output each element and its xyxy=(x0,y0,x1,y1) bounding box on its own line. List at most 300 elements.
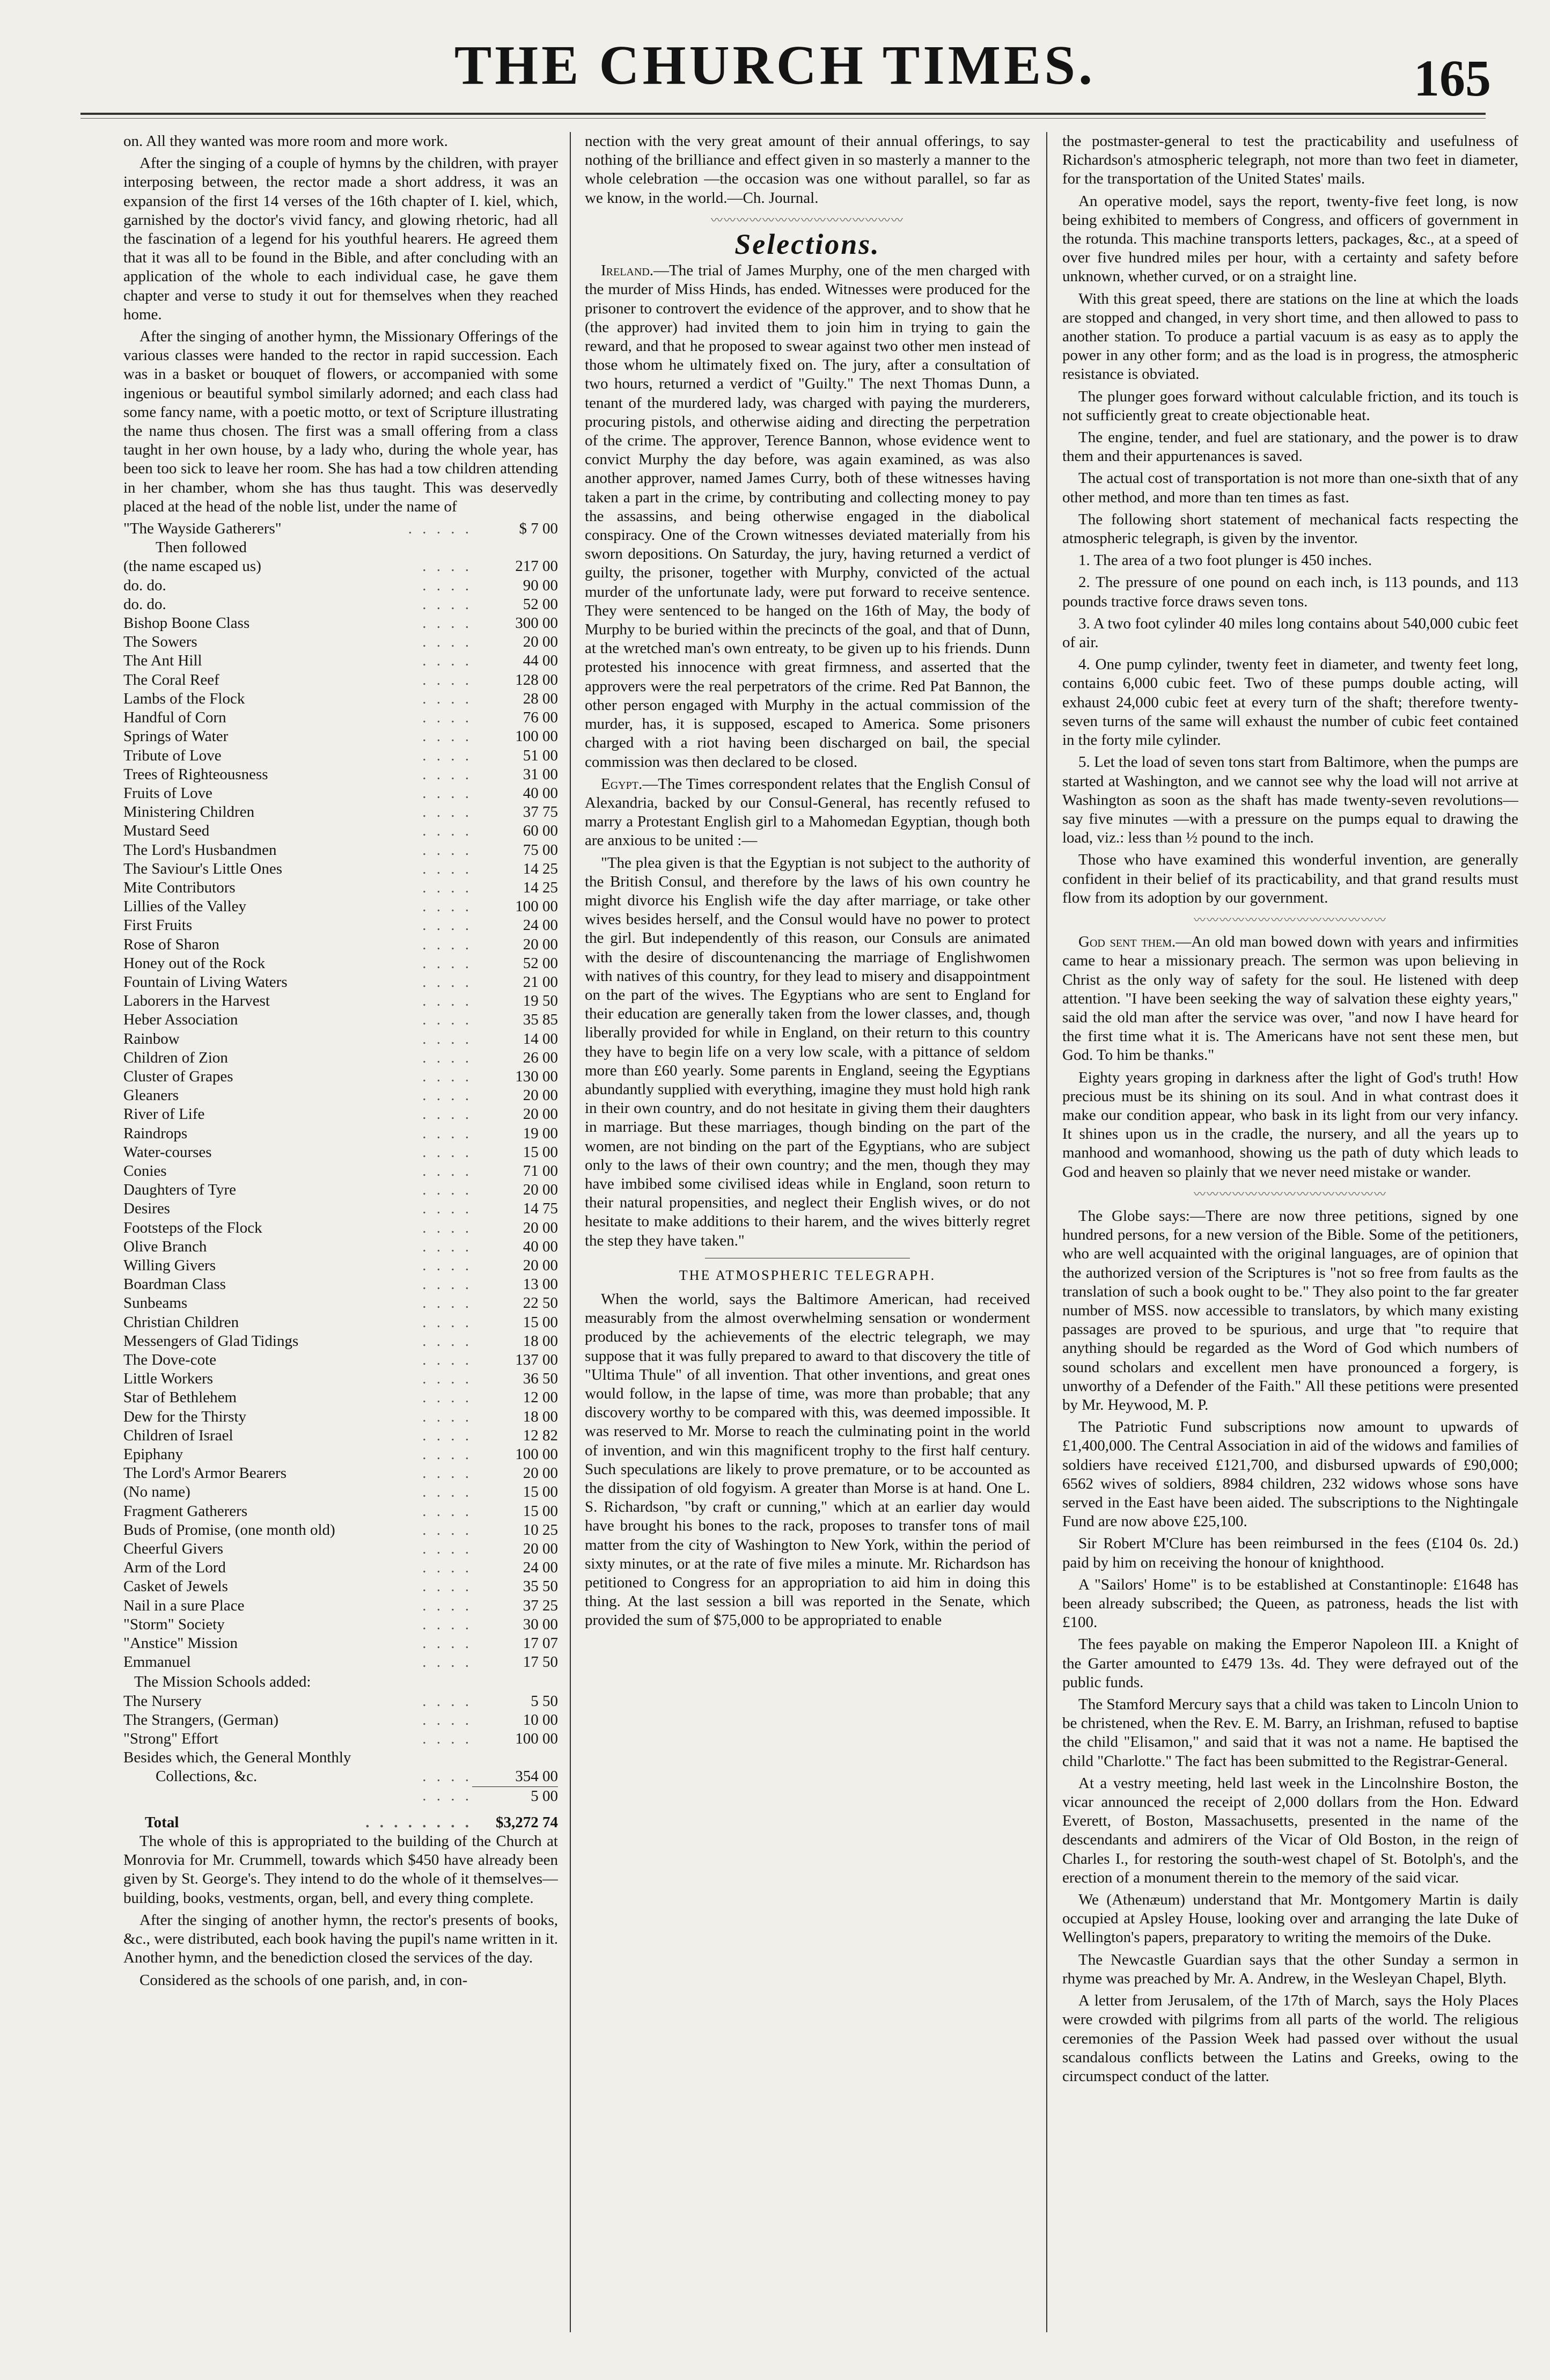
ledger-amount: 60 00 xyxy=(523,822,558,840)
article-paragraph: The plunger goes forward without calculable friction, and its touch is not sufficiently great to create objectionable heat. xyxy=(1062,387,1518,424)
ledger-row xyxy=(123,1615,558,1634)
ornamental-rule: 〰〰〰〰〰〰〰〰〰〰〰〰〰〰〰 xyxy=(1193,1187,1387,1201)
ledger-amount: 40 00 xyxy=(523,784,558,802)
leader-dots: . . . . xyxy=(422,633,472,651)
ledger-row xyxy=(123,1067,558,1086)
news-item: The fees payable on making the Emperor Napoleon III. a Knight of the Garter amounted to £479 13s. 4d. They were defrayed out of the public funds. xyxy=(1062,1636,1518,1691)
ledger-row xyxy=(123,1464,558,1483)
ledger-row xyxy=(123,860,558,878)
leader-dots: . . . . xyxy=(422,1787,472,1805)
ledger-row xyxy=(123,954,558,973)
leader-dots: . . . . xyxy=(422,1256,472,1274)
numbered-fact: 2. The pressure of one pound on each inch, is 113 pounds, and 113 pounds tractive force draws seven tons. xyxy=(1062,574,1518,610)
ledger-name: Little Workers xyxy=(123,1370,214,1388)
leader-dots: . . . . xyxy=(422,878,472,896)
offerings-ledger-top xyxy=(123,519,558,557)
ledger-name: Boardman Class xyxy=(123,1276,226,1293)
ledger-amount: 15 00 xyxy=(523,1143,558,1161)
ledger-row xyxy=(123,1502,558,1521)
ledger-amount: 12 00 xyxy=(523,1389,558,1407)
ledger-amount: 20 00 xyxy=(523,1464,558,1482)
ledger-name: The Ant Hill xyxy=(123,652,202,670)
leader-dots: . . . . xyxy=(422,1521,472,1539)
leader-dots: . . . . xyxy=(422,992,472,1010)
numbered-fact: 5. Let the load of seven tons start from Baltimore, when the pumps are started at Washington, and we cannot see why the load will not arrive at Washington as soon as the shaft has made twenty-seven revolutions—say five minutes —with a pressure on the pumps equal to drawing the load, viz.: less than ½ pound to the inch. xyxy=(1062,753,1518,847)
ledger-row xyxy=(123,651,558,670)
ledger-name: The Lord's Armor Bearers xyxy=(123,1464,287,1482)
ledger-name: Daughters of Tyre xyxy=(123,1181,237,1199)
ledger-name: Besides which, the General Monthly xyxy=(123,1749,351,1767)
ledger-amount: 15 00 xyxy=(523,1502,558,1520)
ledger-amount: 20 00 xyxy=(523,1219,558,1236)
article-paragraph: The actual cost of transportation is not more than one-sixth that of any other method, and more than ten times as fast. xyxy=(1062,470,1518,506)
ledger-row xyxy=(123,727,558,746)
ledger-row xyxy=(123,1388,558,1407)
leader-dots: . . . . xyxy=(422,860,472,877)
ledger-name: Emmanuel xyxy=(123,1653,191,1671)
paragraph-body: —The trial of James Murphy, one of the men charged with the murder of Miss Hinds, has ended. Witnesses were produced for the prisoner to controvert the evidence of the approver, and to show that he (the approver) had invited them to join him in trying to gain the reward, and that he proposed to swear against two other men instead of those whom he ultimately fixed on. The jury, after a consultation of two hours, returned a verdict of "Guilty." The next Thomas Dunn, a tenant of the murdered lady, was charged with paying the murderers, procuring pistols, and otherwise aiding and directing the perpetration of the crime. The approver, Terence Bannon, whose evidence went to convict Murphy the day before, was again examined, as was also another approver, named James Curry, both of these witnesses having taken a part in the crime, by contributing and collecting money to pay the assassins, and being otherwise engaged in the diabolical conspiracy. One of the Crown witnesses deviated materially from his sworn depositions. On Saturday, the jury, having returned a verdict of guilty, the prisoner, together with Murphy, convicted of the actual murder of the unfortunate lady, were put forward to receive sentence. They were sentenced to be hanged on the 16th of May, the body of Murphy to be buried within the precincts of the goal, and that of Dunn, at the wretched man's own entreaty, to be given up to his friends. Dunn protested his innocence with great firmness, and asserted that the approvers were the real perpetrators of the crime. Red Pat Bannon, the other person engaged with Murphy in the actual commission of the murder, has, it is supposed, escaped to America. Some prisoners charged with a riot having been discharged on bail, the special commission was then declared to be closed. xyxy=(585,262,1030,771)
ledger-amount: 21 00 xyxy=(523,973,558,991)
ledger-row xyxy=(123,1143,558,1162)
ledger-amount: 17 50 xyxy=(523,1653,558,1671)
leader-dots: . . . . xyxy=(422,1768,472,1785)
ledger-name: "The Wayside Gatherers" xyxy=(123,520,282,538)
ledger-amount: 12 82 xyxy=(523,1426,558,1444)
ledger-row xyxy=(123,1237,558,1256)
leader-dots: . . . . xyxy=(422,558,472,575)
ledger-name: Trees of Righteousness xyxy=(123,765,268,783)
column-1 xyxy=(123,132,558,2332)
numbered-fact: 4. One pump cylinder, twenty feet in diameter, and twenty feet long, contains 6,000 cubic feet. Two of these pumps double acting, will exhaust 24,000 cubic feet at every turn of the shaft; therefore twenty-seven turns of the same will exhaust the number of cubic feet contained in the forty mile cylinder. xyxy=(1062,656,1518,749)
ledger-amount: 31 00 xyxy=(523,765,558,783)
ledger-row xyxy=(123,1370,558,1388)
ledger-row xyxy=(123,1558,558,1577)
section-heading: Selections. xyxy=(734,228,880,261)
newspaper-title: THE CHURCH TIMES. xyxy=(454,34,1096,96)
ledger-amount: 36 50 xyxy=(523,1370,558,1388)
ledger-row xyxy=(123,1597,558,1615)
article-paragraph: After the singing of another hymn, the Missionary Offerings of the various classes were handed to the rector in rapid succession. Each was in a basket or bouquet of flowers, or accompanied with some ingenious or beautiful symbol similarly adorned; and each class had some fancy name, with a poetic motto, or text of Scripture illustrating the name thus chosen. The first was a small offering from a class taught in her own house, by a lady who, during the whole year, has been too sick to leave her room. She has had a tow children attending in her chamber, whom she has thus taught. This was deservedly placed at the head of the noble list, under the name of xyxy=(123,328,558,515)
ledger-row xyxy=(123,633,558,651)
ledger-amount: 14 75 xyxy=(523,1200,558,1218)
article-paragraph: After the singing of another hymn, the rector's presents of books, &c., were distributed, each book having the pupil's name written in it. Another hymn, and the benediction closed the services of the day. xyxy=(123,1911,558,1967)
ledger-row xyxy=(123,708,558,727)
ledger-amount: 35 50 xyxy=(523,1578,558,1595)
ledger-row xyxy=(123,1483,558,1502)
ledger-amount: 14 25 xyxy=(523,878,558,896)
ledger-name: The Coral Reef xyxy=(123,671,219,689)
ledger-row xyxy=(123,1162,558,1181)
ledger-row xyxy=(123,1445,558,1464)
ledger-amount: 100 00 xyxy=(515,728,558,745)
ledger-amount: 18 00 xyxy=(523,1332,558,1350)
ledger-row xyxy=(123,671,558,690)
leader-dots: . . . . xyxy=(422,576,472,594)
ledger-name: Messengers of Glad Tidings xyxy=(123,1332,299,1350)
leader-dots: . . . . xyxy=(422,1615,472,1633)
ledger-name: Dew for the Thirsty xyxy=(123,1408,246,1425)
masthead-rule-thin xyxy=(80,118,1486,119)
ledger-name: The Strangers, (German) xyxy=(123,1711,279,1729)
ledger-amount: 30 00 xyxy=(523,1615,558,1633)
ledger-row xyxy=(123,784,558,803)
leader-dots: . . . . xyxy=(422,1162,472,1180)
continued-paragraph: the postmaster-general to test the practicability and usefulness of Richardson's atmospheric telegraph, not more than two feet in diameter, for the transportation of the United States' mails. xyxy=(1062,133,1518,188)
ledger-amount: 137 00 xyxy=(515,1351,558,1368)
ledger-amount: 28 00 xyxy=(523,690,558,707)
ledger-name: Buds of Promise, (one month old) xyxy=(123,1521,335,1539)
column-2 xyxy=(585,132,1030,2332)
ledger-amount: 51 00 xyxy=(523,746,558,764)
ledger-row xyxy=(123,1294,558,1313)
ledger-amount: 20 00 xyxy=(523,1105,558,1123)
ledger-amount: 76 00 xyxy=(523,709,558,727)
leader-dots: . . . . xyxy=(422,1200,472,1218)
leader-dots: . . . . xyxy=(422,1502,472,1520)
ledger-amount: 71 00 xyxy=(523,1162,558,1180)
leader-dots: . . . . xyxy=(422,917,472,934)
leader-dots: . . . . xyxy=(422,1351,472,1368)
leader-dots: . . . . xyxy=(422,1559,472,1577)
ledger-amount: 217 00 xyxy=(515,558,558,575)
ledger-row xyxy=(123,1275,558,1294)
ledger-amount: 5 50 xyxy=(531,1692,558,1710)
ledger-name: Willing Givers xyxy=(123,1256,216,1274)
ledger-amount: 14 25 xyxy=(523,860,558,877)
news-item: The Patriotic Fund subscriptions now amount to upwards of £1,400,000. The Central Association in aid of the widows and families of soldiers have received £121,700, and disbursed upwards of £90,000; 6562 wives of soldiers, 8984 children, 232 widows whose sons have served in the East have been aided. The subscriptions to the Nightingale Fund are now above £25,100. xyxy=(1062,1418,1518,1530)
leader-dots: . . . . xyxy=(422,1540,472,1558)
ledger-name: Mite Contributors xyxy=(123,878,236,896)
ledger-row xyxy=(123,1030,558,1049)
leader-dots: . . . . xyxy=(422,1578,472,1595)
ledger-name: "Anstice" Mission xyxy=(123,1635,238,1652)
leader-dots: . . . . xyxy=(422,1105,472,1123)
ledger-row xyxy=(123,897,558,916)
ledger-row xyxy=(123,690,558,708)
leader-dots: . . . . xyxy=(422,1370,472,1388)
total-label: Total xyxy=(145,1813,179,1831)
ledger-row xyxy=(123,1426,558,1445)
ledger-row xyxy=(123,595,558,614)
ledger-name: do. do. xyxy=(123,576,166,594)
continued-paragraph: nection with the very great amount of their annual offerings, to say nothing of the brilliance and effect given in so masterly a manner to the whole celebration —the occasion was one without parallel, so far as we know, in the world.—Ch. Journal. xyxy=(585,133,1030,207)
ledger-row xyxy=(123,1332,558,1351)
ledger-name: The Nursery xyxy=(123,1692,202,1710)
ledger-name: "Storm" Society xyxy=(123,1615,225,1633)
ledger-amount: 75 00 xyxy=(523,841,558,859)
ledger-amount: 354 00 xyxy=(515,1768,558,1785)
mission-schools-heading: The Mission Schools added: xyxy=(134,1673,311,1691)
quote-paragraph: "The plea given is that the Egyptian is not subject to the authority of the British Consul, and therefore by the laws of his own country he might divorce his English wife the day after marriage, or take other wives besides herself, and the Consul would have no power to protect the girl. But independently of this reason, our Consuls are animated with the desire of discountenancing the marriage of Englishwomen with natives of this country, for they lead to misery and disappointment on the part of the wives. The Egyptians who are sent to England for their education are generally taken from the lower classes, and, though liberally provided for while in England, on their return to this country they have to begin life on a very low scale, with a pittance of seldom more than £60 yearly. Some parents in England, seeing the Egyptians abundantly supplied with everything, imagine they must hold high rank in their own country, and do not hesitate in giving them their daughters in marriage. But these marriages, though binding on the part of the women, are not binding on the part of the Egyptians, who are subject only to the laws of their own country; and the men, though they may have imbibed some civilised ideas while in England, soon return to their natural propensities, and neglect their English wives, or do not hesitate to make additions to their harem, and the wives bitterly regret the step they have taken." xyxy=(585,854,1030,1249)
masthead-rule xyxy=(80,113,1486,115)
ornamental-rule: 〰〰〰〰〰〰〰〰〰〰〰〰〰〰〰 xyxy=(1193,913,1387,927)
lead-word: Egypt. xyxy=(601,775,643,793)
ledger-row xyxy=(123,1577,558,1596)
ledger-amount: $ 7 00 xyxy=(519,520,558,538)
ledger-row xyxy=(123,973,558,992)
ledger-name: Mustard Seed xyxy=(123,822,210,840)
ledger-name: (No name) xyxy=(123,1483,190,1501)
leader-dots: . . . . xyxy=(422,1049,472,1066)
leader-dots: . . . . xyxy=(422,746,472,764)
ledger-row xyxy=(123,916,558,935)
leader-dots: . . . . xyxy=(422,1711,472,1729)
ledger-row xyxy=(123,1786,558,1806)
ledger-name: Fragment Gatherers xyxy=(123,1502,248,1520)
ledger-amount: 26 00 xyxy=(523,1049,558,1066)
news-item: A "Sailors' Home" is to be established at Constantinople: £1648 has been already subscribed; the Queen, as patroness, heads the list with £100. xyxy=(1062,1576,1518,1631)
paragraph-body: —The Times correspondent relates that the English Consul of Alexandria, backed by our Consul-General, has recently refused to marry a Protestant English girl to a Mahomedan Egyptian, though both are anxious to be united :— xyxy=(585,775,1030,850)
leader-dots: . . . . xyxy=(422,1389,472,1407)
leader-dots: . . . . xyxy=(422,1087,472,1104)
total-amount: $3,272 74 xyxy=(496,1813,558,1831)
ledger-name: The Saviour's Little Ones xyxy=(123,860,282,877)
news-item: At a vestry meeting, held last week in the Lincolnshire Boston, the vicar announced the receipt of 2,000 dollars from the Hon. Edward Everett, of Boston, Massachusetts, presented in the name of the descendants and admirers of the Vicar of Old Boston, in the reign of Charles I., for restoring the south-west chapel of St. Botolph's, and the erection of a monument therein to the memory of the said vicar. xyxy=(1062,1774,1518,1886)
news-item: A letter from Jerusalem, of the 17th of March, says the Holy Places were crowded with pilgrims from all parts of the world. The religious ceremonies of the Passion Week had passed over without the usual scandalous conflicts between the Latins and Greeks, owing to the circumspect conduct of the latter. xyxy=(1062,1992,1518,2085)
ledger-amount: 19 00 xyxy=(523,1124,558,1142)
leader-dots: . . . . xyxy=(422,1332,472,1350)
lead-word: Ireland. xyxy=(601,262,654,280)
news-item: We (Athenæum) understand that Mr. Montgomery Martin is daily occupied at Apsley House, looking over and arranging the late Duke of Wellington's papers, preparatory to writing the memoirs of the Duke. xyxy=(1062,1891,1518,1946)
ledger-name: River of Life xyxy=(123,1105,205,1123)
ledger-amount: 10 25 xyxy=(523,1521,558,1539)
ledger-name: Casket of Jewels xyxy=(123,1578,228,1595)
total-row xyxy=(123,1806,558,1832)
ledger-name: Lillies of the Valley xyxy=(123,898,246,916)
ledger-row xyxy=(123,1351,558,1370)
ledger-amount: 100 00 xyxy=(515,1446,558,1463)
ledger-name: Fruits of Love xyxy=(123,784,212,802)
ledger-row xyxy=(123,557,558,576)
ledger-name: Star of Bethlehem xyxy=(123,1389,237,1407)
ledger-row xyxy=(123,1653,558,1672)
leader-dots: . . . . . . . . xyxy=(365,1813,472,1831)
leader-dots: . . . . xyxy=(422,822,472,840)
leader-dots: . . . . xyxy=(422,595,472,613)
article-paragraph: When the world, says the Baltimore American, had received measurably from the almost overwhelming sensation or wonderment produced by the achievements of the electric telegraph, we may suppose that it was fully prepared to award to that discovery the title of "Ultima Thule" of all invention. That other inventions, and great ones would follow, in the lapse of time, was more than probable; that any discovery worthy to be compared with this, was deemed impossible. It was reserved to Mr. Morse to reach the culminating point in the world of invention, and win this magnificent trophy to the first half century. Such speculations are likely to prove premature, or to be accounted as the dissipation of old fogyism. A greater than Morse is at hand. One L. S. Richardson, "by craft or cunning," which at an earlier day would have brought his bones to the rack, proposes to transfer tons of mail matter from the city of Washington to New York, within the period of sixty minutes, or at the rate of five miles a minute. Mr. Richardson has petitioned to Congress for an appropriation to aid him in doing this thing. At the last session a bill was reported in the Senate, which provided the sum of $75,000 to be appropriated to enable xyxy=(585,1290,1030,1629)
ledger-amount: 13 00 xyxy=(523,1276,558,1293)
paragraph-body: —An old man bowed down with years and infirmities came to hear a missionary preach. The sermon was upon believing in Christ as the only way of safety for the soul. He listened with deep attention. "I have been seeking the way of salvation these eighty years," said the old man after the service was over, "and now I have heard for the first time what it is. The Americans have not sent these men, but God. To him be thanks." xyxy=(1062,933,1518,1064)
ledger-amount: 20 00 xyxy=(523,1087,558,1104)
ledger-row xyxy=(123,1181,558,1199)
ledger-name: Cheerful Givers xyxy=(123,1540,224,1558)
ledger-name: Tribute of Love xyxy=(123,746,222,764)
leader-dots: . . . . xyxy=(422,690,472,707)
ledger-amount: 90 00 xyxy=(523,576,558,594)
ledger-amount: 20 00 xyxy=(523,633,558,651)
ledger-name: Handful of Corn xyxy=(123,709,226,727)
ledger-row xyxy=(123,878,558,897)
ledger-amount: 15 00 xyxy=(523,1313,558,1331)
leader-dots: . . . . xyxy=(422,1653,472,1671)
ledger-amount xyxy=(472,1748,558,1767)
leader-dots: . . . . xyxy=(422,1730,472,1748)
leader-dots xyxy=(361,1748,472,1767)
ledger-amount: 20 00 xyxy=(523,935,558,953)
article-paragraph: The engine, tender, and fuel are stationary, and the power is to draw them and their appurtenances is saved. xyxy=(1062,429,1518,465)
ornamental-rule: 〰〰〰〰〰〰〰〰〰〰〰〰〰〰〰 xyxy=(710,213,904,227)
ledger-row xyxy=(123,1256,558,1275)
egypt-paragraph xyxy=(585,775,1030,851)
then-followed: Then followed xyxy=(156,539,247,556)
masthead xyxy=(0,0,1550,134)
article-paragraph: With this great speed, there are stations on the line at which the loads are stopped and changed, in very short time, and then allowed to pass to another station. To produce a partial vacuum is as easy as to apply the power in any other form; and as the load is in progress, the atmospheric resistance is obviated. xyxy=(1062,290,1518,383)
leader-dots: . . . . xyxy=(422,671,472,689)
ledger-amount: 37 75 xyxy=(523,803,558,821)
ledger-row xyxy=(123,1711,558,1730)
ledger-row xyxy=(123,1634,558,1653)
leader-dots: . . . . xyxy=(422,1030,472,1048)
article-paragraph: After the singing of a couple of hymns by the children, with prayer interposing between, the rector made a short address, it was an expansion of the first 14 verses of the 16th chapter of I. kiel, which, garnished by the doctor's vivid fancy, and glowing rhetoric, had all the fascination of a legend for his youthful hearers. He agreed them that it was all to be found in the Bible, and after concluding with an application of the whole to each individual case, he gave them chapter and verse to study it out for themselves when they reached home. xyxy=(123,155,558,323)
news-item: The Globe says:—There are now three petitions, signed by one hundred persons, for a new version of the Bible. Some of the petitioners, who are well acquainted with the original languages, are of opinion that the authorized version of the Scriptures is "not so free from faults as the translation of such a book ought to be." They also point to the far greater number of MSS. now accessible to translators, by which many existing passages are proved to be spurious, and urge that "to require that anything should be regarded as the Word of God which numbers of sound scholars and excellent men have pronounced a forgery, is unworthy of a Defender of the Faith." All these petitions were presented by Mr. Heywood, M. P. xyxy=(1062,1207,1518,1414)
ledger-amount: 35 85 xyxy=(523,1011,558,1029)
leader-dots: . . . . xyxy=(422,1011,472,1029)
ledger-amount: 24 00 xyxy=(523,1559,558,1577)
ledger-name: Sunbeams xyxy=(123,1294,188,1312)
ledger-row xyxy=(123,1767,558,1786)
leader-dots: . . . . xyxy=(422,1408,472,1425)
leader-dots: . . . . xyxy=(422,1067,472,1085)
article-paragraph: Considered as the schools of one parish, and, in con- xyxy=(139,1971,468,1989)
ledger-row xyxy=(123,765,558,784)
ledger-name: Heber Association xyxy=(123,1011,238,1029)
ledger-amount: 20 00 xyxy=(523,1540,558,1558)
article-paragraph: Eighty years groping in darkness after the light of God's truth! How precious must be its shining on its soul. And in what contrast does it make our condition appear, who bask in its light from our very infancy. It shines upon us in the cradle, the nursery, and all the years up to manhood and womanhood, showing us the path of duty which leads to God and heaven so plainly that we never need mistake or wander. xyxy=(1062,1068,1518,1181)
leader-dots: . . . . xyxy=(422,1464,472,1482)
god-sent-paragraph xyxy=(1062,933,1518,1065)
article-heading: THE ATMOSPHERIC TELEGRAPH. xyxy=(679,1267,936,1283)
ledger-row xyxy=(123,1010,558,1029)
leader-dots: . . . . xyxy=(422,1143,472,1161)
mission-schools-ledger xyxy=(123,1692,558,1832)
ledger-row xyxy=(123,935,558,954)
ledger-row xyxy=(123,1086,558,1105)
ledger-name: Nail in a sure Place xyxy=(123,1597,245,1614)
leader-dots: . . . . xyxy=(422,1483,472,1501)
column-divider-1 xyxy=(570,132,571,2332)
ledger-amount: 15 00 xyxy=(523,1483,558,1501)
ledger-name: Arm of the Lord xyxy=(123,1559,226,1577)
ledger-name: Desires xyxy=(123,1200,170,1218)
ledger-name: Conies xyxy=(123,1162,167,1180)
column-3 xyxy=(1062,132,1518,2332)
ledger-name: Footsteps of the Flock xyxy=(123,1219,262,1236)
ledger-amount: 5 00 xyxy=(472,1786,558,1806)
leader-dots: . . . . xyxy=(422,1237,472,1255)
ledger-amount: 130 00 xyxy=(515,1067,558,1085)
ledger-row xyxy=(123,822,558,840)
leader-dots: . . . . xyxy=(422,803,472,821)
ledger-name xyxy=(123,1786,361,1806)
leader-dots: . . . . xyxy=(422,935,472,953)
ledger-name: "Strong" Effort xyxy=(123,1730,218,1748)
leader-dots: . . . . xyxy=(422,1426,472,1444)
ledger-name: Children of Zion xyxy=(123,1049,228,1066)
ledger-name: Fountain of Living Waters xyxy=(123,973,288,991)
ledger-row xyxy=(123,1748,558,1767)
ledger-name: Bishop Boone Class xyxy=(123,614,250,632)
article-paragraph: The whole of this is appropriated to the building of the Church at Monrovia for Mr. Crummell, towards which $450 have already been given by St. George's. They intend to do the whole of it themselves—building, books, vestments, organ, bell, and every thing complete. xyxy=(123,1833,558,1907)
ledger-name: Collections, &c. xyxy=(156,1768,258,1785)
ledger-row xyxy=(123,746,558,765)
ledger-row xyxy=(123,1540,558,1558)
leader-dots: . . . . xyxy=(422,652,472,670)
ireland-paragraph xyxy=(585,261,1030,771)
ledger-amount: 300 00 xyxy=(515,614,558,632)
ledger-name: Children of Israel xyxy=(123,1426,233,1444)
ledger-row xyxy=(123,614,558,633)
ledger-name: Water-courses xyxy=(123,1143,212,1161)
leader-dots: . . . . xyxy=(422,765,472,783)
ledger-row xyxy=(123,1408,558,1426)
ledger-name: Rainbow xyxy=(123,1030,180,1048)
ledger-name: Gleaners xyxy=(123,1087,179,1104)
lead-word: God sent them. xyxy=(1078,933,1176,951)
leader-dots: . . . . xyxy=(422,954,472,972)
article-paragraph: Those who have examined this wonderful invention, are generally confident in their belief of its practicability, and that grand results must flow from its adoption by our government. xyxy=(1062,851,1518,906)
ledger-amount: 24 00 xyxy=(523,917,558,934)
ledger-amount: 52 00 xyxy=(523,954,558,972)
leader-dots: . . . . xyxy=(422,1313,472,1331)
leader-dots: . . . . xyxy=(422,898,472,916)
ledger-amount: 14 00 xyxy=(523,1030,558,1048)
ledger-name: Ministering Children xyxy=(123,803,255,821)
ledger-row xyxy=(123,1692,558,1711)
leader-dots: . . . . xyxy=(422,1124,472,1142)
ledger-row xyxy=(123,992,558,1010)
ledger-name: Cluster of Grapes xyxy=(123,1067,233,1085)
leader-dots: . . . . xyxy=(422,728,472,745)
leader-dots: . . . . xyxy=(422,841,472,859)
numbered-fact: 1. The area of a two foot plunger is 450 inches. xyxy=(1078,552,1372,569)
ledger-name: The Lord's Husbandmen xyxy=(123,841,277,859)
ledger-amount: 17 07 xyxy=(523,1635,558,1652)
ledger-name: The Dove-cote xyxy=(123,1351,217,1368)
ledger-row xyxy=(123,519,558,538)
ledger-amount: 19 50 xyxy=(523,992,558,1010)
leader-dots: . . . . xyxy=(422,1692,472,1710)
leader-dots: . . . . xyxy=(422,784,472,802)
leader-dots: . . . . xyxy=(422,1294,472,1312)
news-item: Sir Robert M'Clure has been reimbursed in the fees (£104 0s. 2d.) paid by him on receiving the honour of knighthood. xyxy=(1062,1535,1518,1571)
ledger-name: (the name escaped us) xyxy=(123,558,261,575)
leader-dots: . . . . xyxy=(422,614,472,632)
ledger-name: Laborers in the Harvest xyxy=(123,992,270,1010)
ledger-name: Honey out of the Rock xyxy=(123,954,266,972)
leader-dots: . . . . xyxy=(422,1181,472,1199)
ledger-name: Rose of Sharon xyxy=(123,935,219,953)
ledger-amount: 44 00 xyxy=(523,652,558,670)
ledger-row xyxy=(123,1124,558,1143)
ledger-name: The Sowers xyxy=(123,633,197,651)
ledger-amount: 40 00 xyxy=(523,1237,558,1255)
page-number: 165 xyxy=(1414,49,1491,107)
ledger-amount: 128 00 xyxy=(515,671,558,689)
offerings-ledger xyxy=(123,557,558,1672)
ledger-amount: 100 00 xyxy=(515,1730,558,1748)
ledger-row xyxy=(123,576,558,595)
ledger-name: Epiphany xyxy=(123,1446,183,1463)
ledger-name: do. do. xyxy=(123,595,166,613)
ledger-row xyxy=(123,1105,558,1124)
column1-intro: on. All they wanted was more room and more work. xyxy=(123,133,448,150)
ledger-amount: 100 00 xyxy=(515,898,558,916)
ledger-row xyxy=(123,1049,558,1067)
leader-dots: . . . . . xyxy=(408,520,472,538)
leader-dots: . . . . xyxy=(422,1446,472,1463)
article-paragraph: An operative model, says the report, twenty-five feet long, is now being exhibited to members of Congress, and officers of government in the rotunda. This machine transports letters, packages, &c., at a speed of over five hundred miles per hour, with a certainty and safety before unknown, whether curved, or on a straight line. xyxy=(1062,192,1518,285)
ledger-amount: 20 00 xyxy=(523,1181,558,1199)
